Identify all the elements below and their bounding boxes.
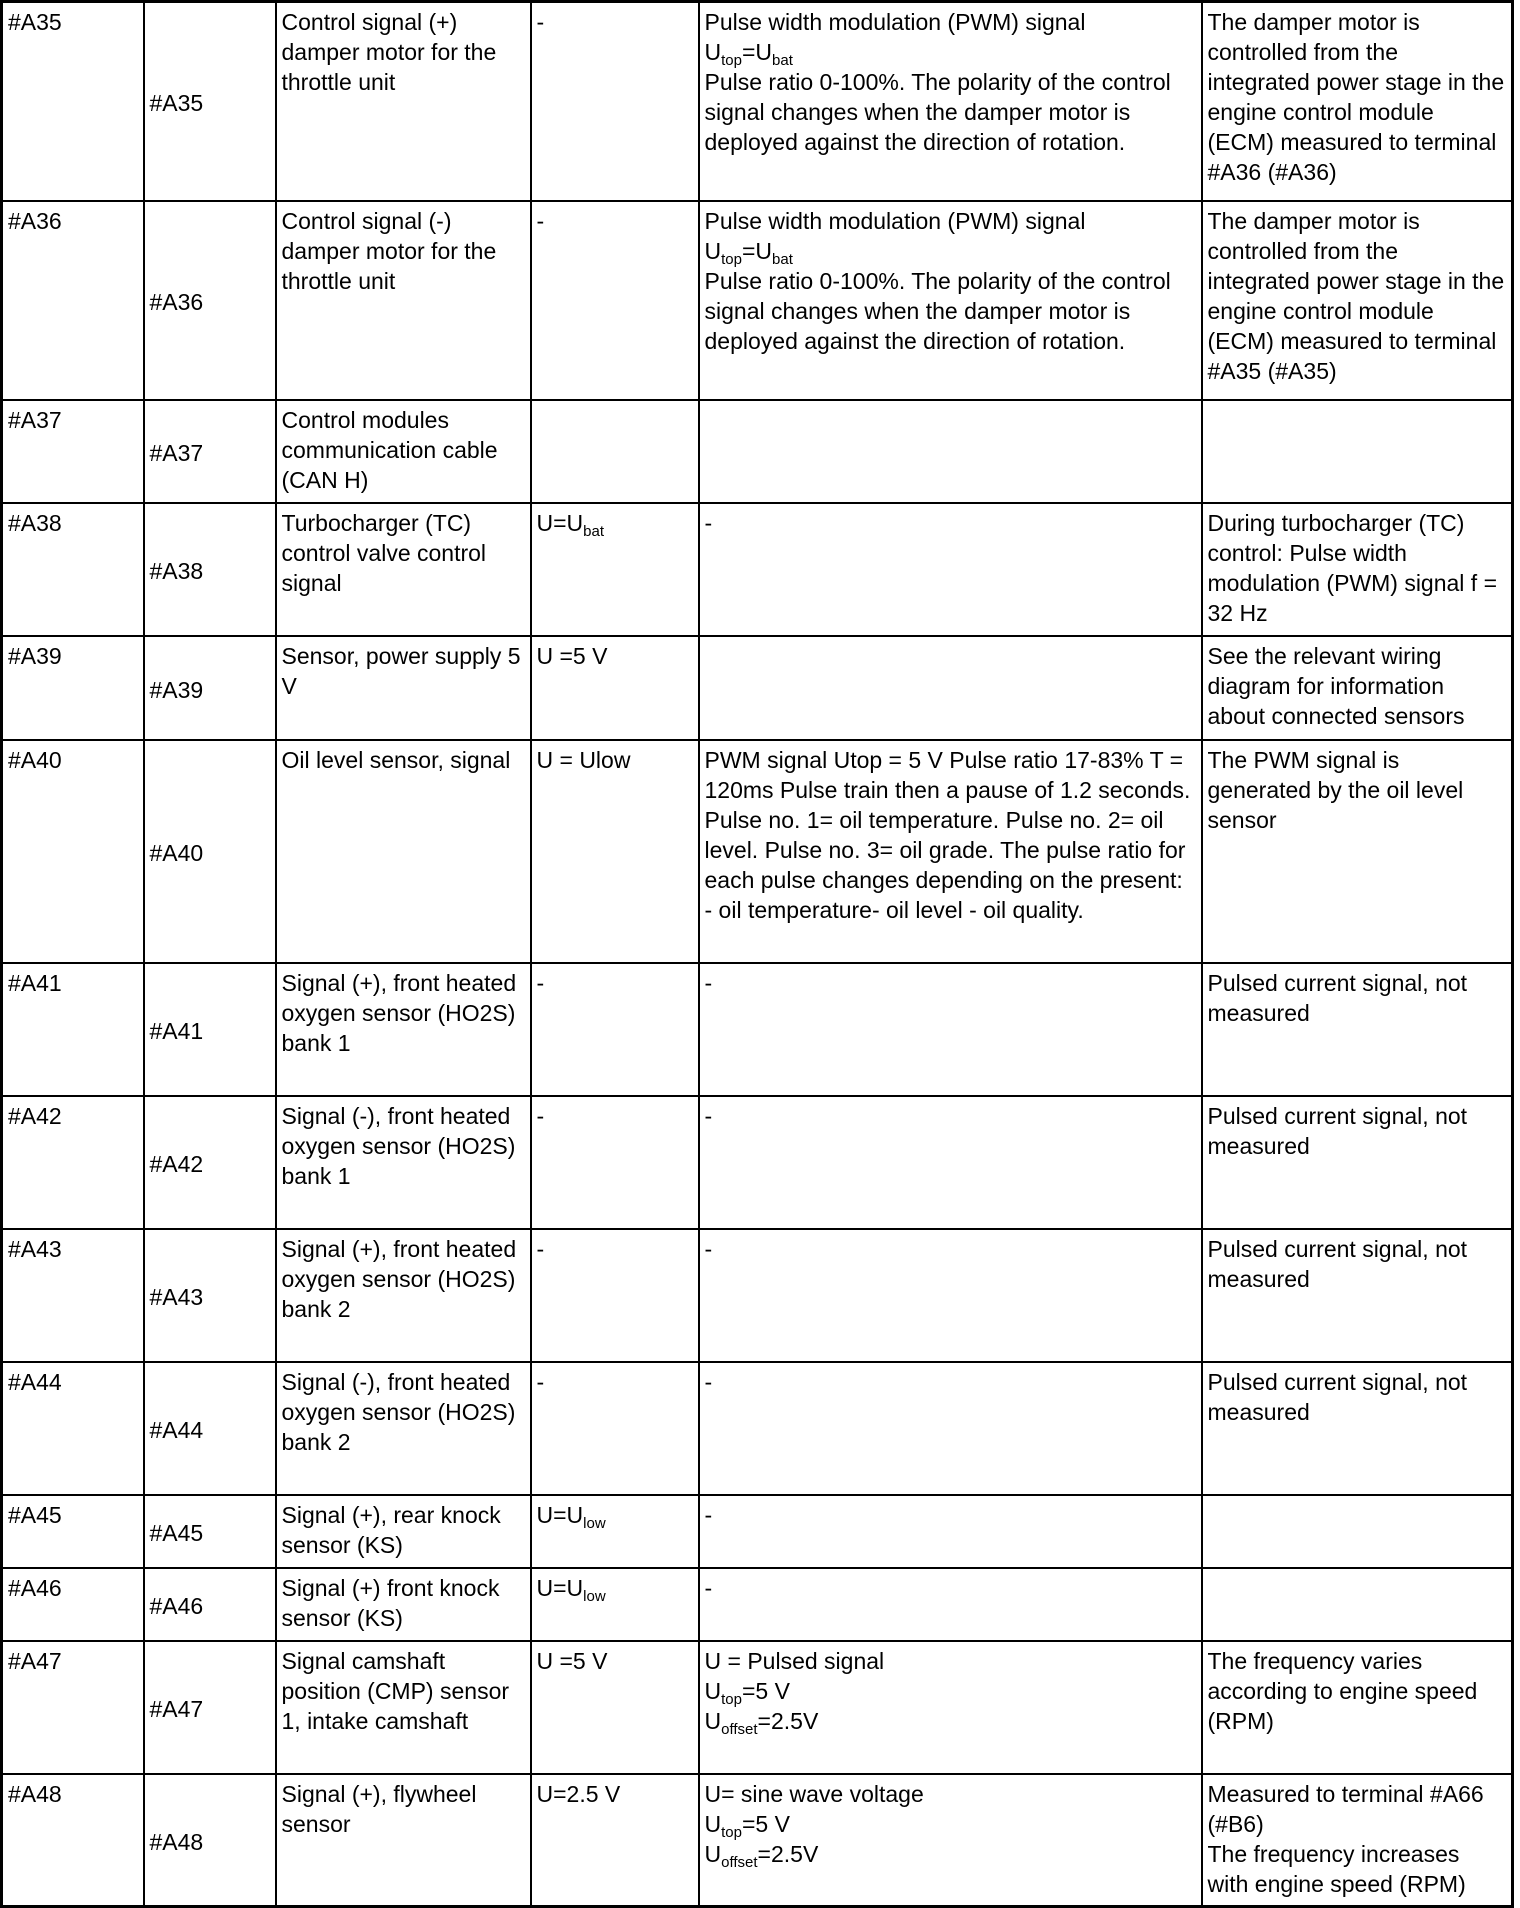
- terminal-ref-cell: #A39: [144, 636, 276, 740]
- signal-cell: [699, 636, 1202, 740]
- signal-line: [705, 67, 1196, 157]
- table-row: [2, 2, 1513, 201]
- terminal-ref-cell: #A48: [144, 1774, 276, 1907]
- voltage-cell: [531, 963, 699, 1096]
- signal-cell: [699, 400, 1202, 503]
- signal-subscript: offset: [721, 1720, 758, 1738]
- signal-text: U: [704, 237, 722, 264]
- signal-cell: [699, 1641, 1202, 1774]
- voltage-value: U = Ulow: [536, 746, 631, 773]
- voltage-cell: [531, 1774, 699, 1907]
- comment-cell: [1202, 1568, 1513, 1641]
- signal-text: U: [704, 1810, 722, 1837]
- voltage-value: -: [536, 1235, 545, 1262]
- signal-cell: [699, 1096, 1202, 1229]
- signal-cell: [699, 2, 1202, 201]
- terminal-ref-cell: #A42: [144, 1096, 276, 1229]
- terminal-ref-cell: #A43: [144, 1229, 276, 1362]
- comment-line: Pulsed current signal, not measured: [1207, 1102, 1468, 1159]
- signal-line: [705, 1839, 1196, 1869]
- voltage-cell: [531, 1362, 699, 1495]
- signal-subscript: top: [721, 1690, 742, 1708]
- terminal-id-cell: #A43: [2, 1229, 144, 1362]
- table-row: [2, 740, 1513, 963]
- table-row: [2, 1495, 1513, 1568]
- signal-subscript: top: [721, 250, 742, 268]
- terminal-ref-cell: #A46: [144, 1568, 276, 1641]
- terminal-table-body: [2, 2, 1513, 1907]
- signal-text: =2.5V: [757, 1840, 819, 1867]
- description-cell: Control signal (-) damper motor for the throttle unit: [276, 201, 531, 400]
- voltage-cell: [531, 1096, 699, 1229]
- signal-text: PWM signal Utop = 5 V Pulse ratio 17-83% T = 120ms Pulse train then a pause of 1.2 seconds. Pulse no. 1= oil temperature. Pulse no. 2= oil level. Pulse no. 3= oil grade. The pulse ratio for each pulse changes depending on the present: - oil temperature- oil level - oil quality.: [704, 746, 1191, 923]
- comment-cell: [1202, 1229, 1513, 1362]
- comment-cell: [1202, 1096, 1513, 1229]
- signal-text: =2.5V: [757, 1707, 819, 1734]
- terminal-ref-cell: #A40: [144, 740, 276, 963]
- signal-text: U: [704, 39, 722, 65]
- voltage-value: U =5 V: [536, 1647, 608, 1674]
- signal-line: [705, 1676, 1196, 1706]
- comment-line: The frequency varies according to engine speed (RPM): [1207, 1647, 1478, 1734]
- signal-text: Pulse width modulation (PWM) signal: [704, 207, 1086, 234]
- voltage-value: U =5 V: [536, 642, 608, 669]
- comment-cell: [1202, 503, 1513, 636]
- comment-line: Pulsed current signal, not measured: [1207, 1368, 1468, 1425]
- terminal-id-cell: #A42: [2, 1096, 144, 1229]
- signal-text: U: [704, 1840, 722, 1867]
- comment-line: The damper motor is controlled from the integrated power stage in the engine control module (ECM) measured to terminal #A36 (#A36): [1207, 9, 1505, 185]
- table-row: [2, 1229, 1513, 1362]
- comment-cell: [1202, 400, 1513, 503]
- voltage-value: -: [536, 9, 545, 35]
- voltage-value: -: [536, 969, 545, 996]
- terminal-ref-cell: #A41: [144, 963, 276, 1096]
- description-cell: Signal camshaft position (CMP) sensor 1, intake camshaft: [276, 1641, 531, 1774]
- signal-line: [705, 1367, 1196, 1397]
- voltage-value: U=U: [536, 1501, 584, 1528]
- voltage-value: U=2.5 V: [536, 1780, 621, 1807]
- signal-line: [705, 745, 1196, 925]
- voltage-value: -: [536, 1368, 545, 1395]
- signal-cell: [699, 740, 1202, 963]
- terminal-id-cell: #A44: [2, 1362, 144, 1495]
- description-cell: Signal (+), rear knock sensor (KS): [276, 1495, 531, 1568]
- description-cell: Turbocharger (TC) control valve control signal: [276, 503, 531, 636]
- terminal-ref-cell: #A37: [144, 400, 276, 503]
- description-cell: Sensor, power supply 5 V: [276, 636, 531, 740]
- signal-text: U: [704, 1677, 722, 1704]
- table-row: [2, 201, 1513, 400]
- description-cell: Signal (+), front heated oxygen sensor (HO2S) bank 2: [276, 1229, 531, 1362]
- comment-cell: [1202, 201, 1513, 400]
- terminal-id-cell: #A45: [2, 1495, 144, 1568]
- description-cell: Signal (-), front heated oxygen sensor (HO2S) bank 1: [276, 1096, 531, 1229]
- description-cell: Signal (+), flywheel sensor: [276, 1774, 531, 1907]
- terminal-ref-cell: #A36: [144, 201, 276, 400]
- signal-subscript: top: [721, 1823, 742, 1841]
- voltage-cell: [531, 400, 699, 503]
- comment-cell: [1202, 1641, 1513, 1774]
- voltage-subscript: low: [583, 1587, 606, 1605]
- description-cell: Control modules communication cable (CAN H): [276, 400, 531, 503]
- voltage-value: -: [536, 1102, 545, 1129]
- comment-line: Pulsed current signal, not measured: [1207, 1235, 1468, 1292]
- signal-line: [705, 508, 1196, 538]
- signal-text: Pulse ratio 0-100%. The polarity of the control signal changes when the damper motor is deployed against the direction of rotation.: [704, 267, 1171, 354]
- signal-cell: [699, 201, 1202, 400]
- signal-text: U= sine wave voltage: [704, 1780, 924, 1807]
- signal-text: =U: [741, 39, 773, 65]
- description-cell: Signal (+), front heated oxygen sensor (HO2S) bank 1: [276, 963, 531, 1096]
- voltage-cell: [531, 1229, 699, 1362]
- description-cell: Signal (+) front knock sensor (KS): [276, 1568, 531, 1641]
- signal-line: [705, 37, 1196, 67]
- signal-cell: [699, 1495, 1202, 1568]
- signal-cell: [699, 1568, 1202, 1641]
- table-row: [2, 1362, 1513, 1495]
- signal-cell: [699, 1362, 1202, 1495]
- signal-line: [705, 1809, 1196, 1839]
- voltage-cell: [531, 503, 699, 636]
- signal-text: =U: [741, 237, 773, 264]
- table-row: [2, 1096, 1513, 1229]
- signal-line: [705, 1573, 1196, 1603]
- signal-text: -: [704, 1368, 713, 1395]
- table-row: [2, 636, 1513, 740]
- comment-cell: [1202, 636, 1513, 740]
- table-row: [2, 963, 1513, 1096]
- signal-line: [705, 1101, 1196, 1131]
- signal-line: [705, 1706, 1196, 1736]
- terminal-ref-cell: #A45: [144, 1495, 276, 1568]
- comment-line: During turbocharger (TC) control: Pulse width modulation (PWM) signal f = 32 Hz: [1207, 509, 1498, 626]
- terminal-ref-cell: #A35: [144, 2, 276, 201]
- comment-cell: [1202, 1362, 1513, 1495]
- voltage-subscript: bat: [583, 522, 605, 540]
- terminal-id-cell: #A35: [2, 2, 144, 201]
- voltage-cell: [531, 1641, 699, 1774]
- terminal-id-cell: #A47: [2, 1641, 144, 1774]
- signal-cell: [699, 503, 1202, 636]
- voltage-cell: [531, 201, 699, 400]
- voltage-cell: [531, 740, 699, 963]
- voltage-value: U=U: [536, 509, 584, 536]
- terminal-id-cell: #A46: [2, 1568, 144, 1641]
- signal-line: [705, 1500, 1196, 1530]
- signal-subscript: top: [721, 52, 742, 69]
- table-row: [2, 503, 1513, 636]
- terminal-id-cell: #A36: [2, 201, 144, 400]
- signal-line: [705, 968, 1196, 998]
- signal-text: -: [704, 1501, 713, 1528]
- signal-text: -: [704, 1574, 713, 1601]
- signal-text: -: [704, 509, 713, 536]
- signal-text: -: [704, 1235, 713, 1262]
- signal-line: [705, 236, 1196, 266]
- description-cell: Signal (-), front heated oxygen sensor (HO2S) bank 2: [276, 1362, 531, 1495]
- signal-line: [705, 1646, 1196, 1676]
- signal-line: [705, 7, 1196, 37]
- terminal-id-cell: #A38: [2, 503, 144, 636]
- signal-line: [705, 206, 1196, 236]
- description-cell: Control signal (+) damper motor for the throttle unit: [276, 2, 531, 201]
- signal-line: [705, 1234, 1196, 1264]
- comment-cell: [1202, 1774, 1513, 1907]
- signal-text: U: [704, 1707, 722, 1734]
- signal-text: Pulse ratio 0-100%. The polarity of the control signal changes when the damper motor is deployed against the direction of rotation.: [704, 69, 1171, 155]
- signal-line: [705, 266, 1196, 356]
- comment-line: The PWM signal is generated by the oil level sensor: [1207, 746, 1464, 833]
- signal-subscript: offset: [721, 1853, 758, 1871]
- description-cell: Oil level sensor, signal: [276, 740, 531, 963]
- signal-text: U = Pulsed signal: [704, 1647, 885, 1674]
- signal-text: -: [704, 969, 713, 996]
- voltage-value: -: [536, 207, 545, 234]
- comment-line: Measured to terminal #A66 (#B6): [1207, 1780, 1484, 1837]
- terminal-ref-cell: #A47: [144, 1641, 276, 1774]
- comment-line: Pulsed current signal, not measured: [1207, 969, 1468, 1026]
- signal-subscript: bat: [772, 250, 793, 268]
- signal-text: =5 V: [741, 1677, 790, 1704]
- comment-cell: [1202, 963, 1513, 1096]
- table-row: [2, 1641, 1513, 1774]
- comment-line: See the relevant wiring diagram for information about connected sensors: [1207, 642, 1465, 729]
- voltage-cell: [531, 1495, 699, 1568]
- signal-cell: [699, 1229, 1202, 1362]
- voltage-cell: [531, 1568, 699, 1641]
- signal-cell: [699, 963, 1202, 1096]
- signal-line: [705, 1779, 1196, 1809]
- table-row: [2, 1568, 1513, 1641]
- terminal-ref-cell: #A44: [144, 1362, 276, 1495]
- voltage-cell: [531, 636, 699, 740]
- signal-cell: [699, 1774, 1202, 1907]
- comment-cell: [1202, 2, 1513, 201]
- table-row: [2, 1774, 1513, 1907]
- comment-line: The frequency increases with engine speed (RPM): [1207, 1840, 1466, 1897]
- signal-subscript: bat: [772, 52, 793, 69]
- signal-text: =5 V: [741, 1810, 790, 1837]
- comment-cell: [1202, 740, 1513, 963]
- terminal-id-cell: #A37: [2, 400, 144, 503]
- terminal-id-cell: #A40: [2, 740, 144, 963]
- comment-line: The damper motor is controlled from the integrated power stage in the engine control module (ECM) measured to terminal #A35 (#A35): [1207, 207, 1505, 384]
- terminal-id-cell: #A48: [2, 1774, 144, 1907]
- signal-text: Pulse width modulation (PWM) signal: [704, 9, 1086, 35]
- signal-text: -: [704, 1102, 713, 1129]
- terminal-ref-cell: #A38: [144, 503, 276, 636]
- voltage-value: U=U: [536, 1574, 584, 1601]
- terminal-id-cell: #A41: [2, 963, 144, 1096]
- voltage-subscript: low: [583, 1514, 606, 1532]
- voltage-cell: [531, 2, 699, 201]
- terminal-id-cell: #A39: [2, 636, 144, 740]
- table-row: [2, 400, 1513, 503]
- comment-cell: [1202, 1495, 1513, 1568]
